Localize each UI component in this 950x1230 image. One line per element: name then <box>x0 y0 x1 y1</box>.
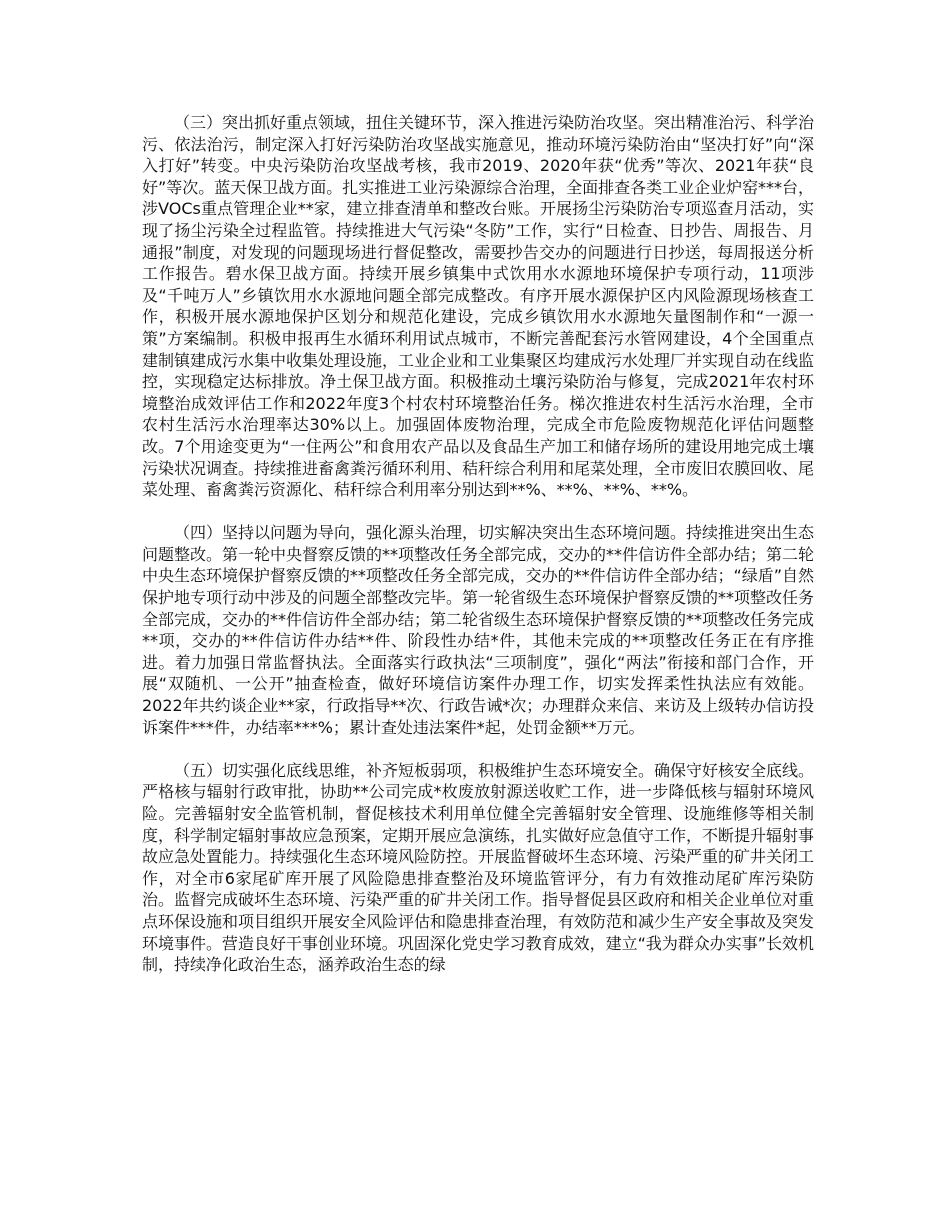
paragraph-5: （五）切实强化底线思维，补齐短板弱项，积极维护生态环境安全。确保守好核安全底线。严格核与辐射行政审批，协助**公司完成*枚废放射源送收贮工作，进一步降低核与辐射环境风险。完善辐射安全监管机制，督促核技术利用单位健全完善辐射安全管理、设施维修等相关制度，科学制定辐射事故应急预案，定期开展应急演练，扎实做好应急值守工作，不断提升辐射事故应急处置能力。持续强化生态环境风险防控。开展监督破坏生态环境、污染严重的矿井关闭工作，对全市6家尾矿库开展了风险隐患排查整治及环境监管评分，有力有效推动尾矿库污染防治。监督完成破坏生态环境、污染严重的矿井关闭工作。指导督促县区政府和相关企业单位对重点环保设施和项目组织开展安全风险评估和隐患排查治理，有效防范和减少生产安全事故及突发环境事件。营造良好干事创业环境。巩固深化党史学习教育成效，建立“我为群众办实事”长效机制，持续净化政治生态，涵养政治生态的绿 <box>142 760 814 975</box>
paragraph-3: （三）突出抓好重点领域，扭住关键环节，深入推进污染防治攻坚。突出精准治污、科学治污、依法治污，制定深入打好污染防治攻坚战实施意见，推动环境污染防治由“坚决打好”向“深入打好”转变。中央污染防治攻坚战考核，我市2019、2020年获“优秀”等次、2021年获“良好”等次。蓝天保卫战方面。扎实推进工业污染源综合治理，全面排查各类工业企业炉窑***台，涉VOCs重点管理企业**家，建立排查清单和整改台账。开展扬尘污染防治专项巡查月活动，实现了扬尘污染全过程监管。持续推进大气污染“冬防”工作，实行“日检查、日抄告、周报告、月通报”制度，对发现的问题现场进行督促整改，需要抄告交办的问题进行日抄送，每周报送分析工作报告。碧水保卫战方面。持续开展乡镇集中式饮用水水源地环境保护专项行动，11项涉及“千吨万人”乡镇饮用水水源地问题全部完成整改。有序开展水源保护区内风险源现场核查工作，积极开展水源地保护区划分和规范化建设，完成乡镇饮用水水源地矢量图制作和“一源一策”方案编制。积极申报再生水循环利用试点城市，不断完善配套污水管网建设，4个全国重点建制镇建成污水集中收集处理设施，工业企业和工业集聚区均建成污水处理厂并实现自动在线监控，实现稳定达标排放。净土保卫战方面。积极推动土壤污染防治与修复，完成2021年农村环境整治成效评估工作和2022年度3个村农村环境整治任务。梯次推进农村生活污水治理，全市农村生活污水治理率达30%以上。加强固体废物治理，完成全市危险废物规范化评估问题整改。7个用途变更为“一住两公”和食用农产品以及食品生产加工和储存场所的建设用地完成土壤污染状况调查。持续推进畜禽粪污循环利用、秸秆综合利用和尾菜处理，全市废旧农膜回收、尾菜处理、畜禽粪污资源化、秸秆综合利用率分别达到**%、**%、**%、**%。 <box>142 113 814 500</box>
document-page <box>142 112 814 997</box>
paragraph-4: （四）坚持以问题为导向，强化源头治理，切实解决突出生态环境问题。持续推进突出生态问题整改。第一轮中央督察反馈的**项整改任务全部完成，交办的**件信访件全部办结；第二轮中央生态环境保护督察反馈的**项整改任务全部完成，交办的**件信访件全部办结；“绿盾”自然保护地专项行动中涉及的问题全部整改完毕。第一轮省级生态环境保护督察反馈的**项整改任务全部完成，交办的**件信访件全部办结；第二轮省级生态环境保护督察反馈的**项整改任务完成**项，交办的**件信访件办结**件、阶段性办结*件，其他未完成的**项整改任务正在有序推进。着力加强日常监督执法。全面落实行政执法“三项制度”，强化“两法”衔接和部门合作，开展“双随机、一公开”抽查检查，做好环境信访案件办理工作，切实发挥柔性执法应有效能。2022年共约谈企业**家，行政指导**次、行政告诫*次；办理群众来信、来访及上级转办信访投诉案件***件，办结率***%；累计查处违法案件*起，处罚金额**万元。 <box>142 523 814 737</box>
